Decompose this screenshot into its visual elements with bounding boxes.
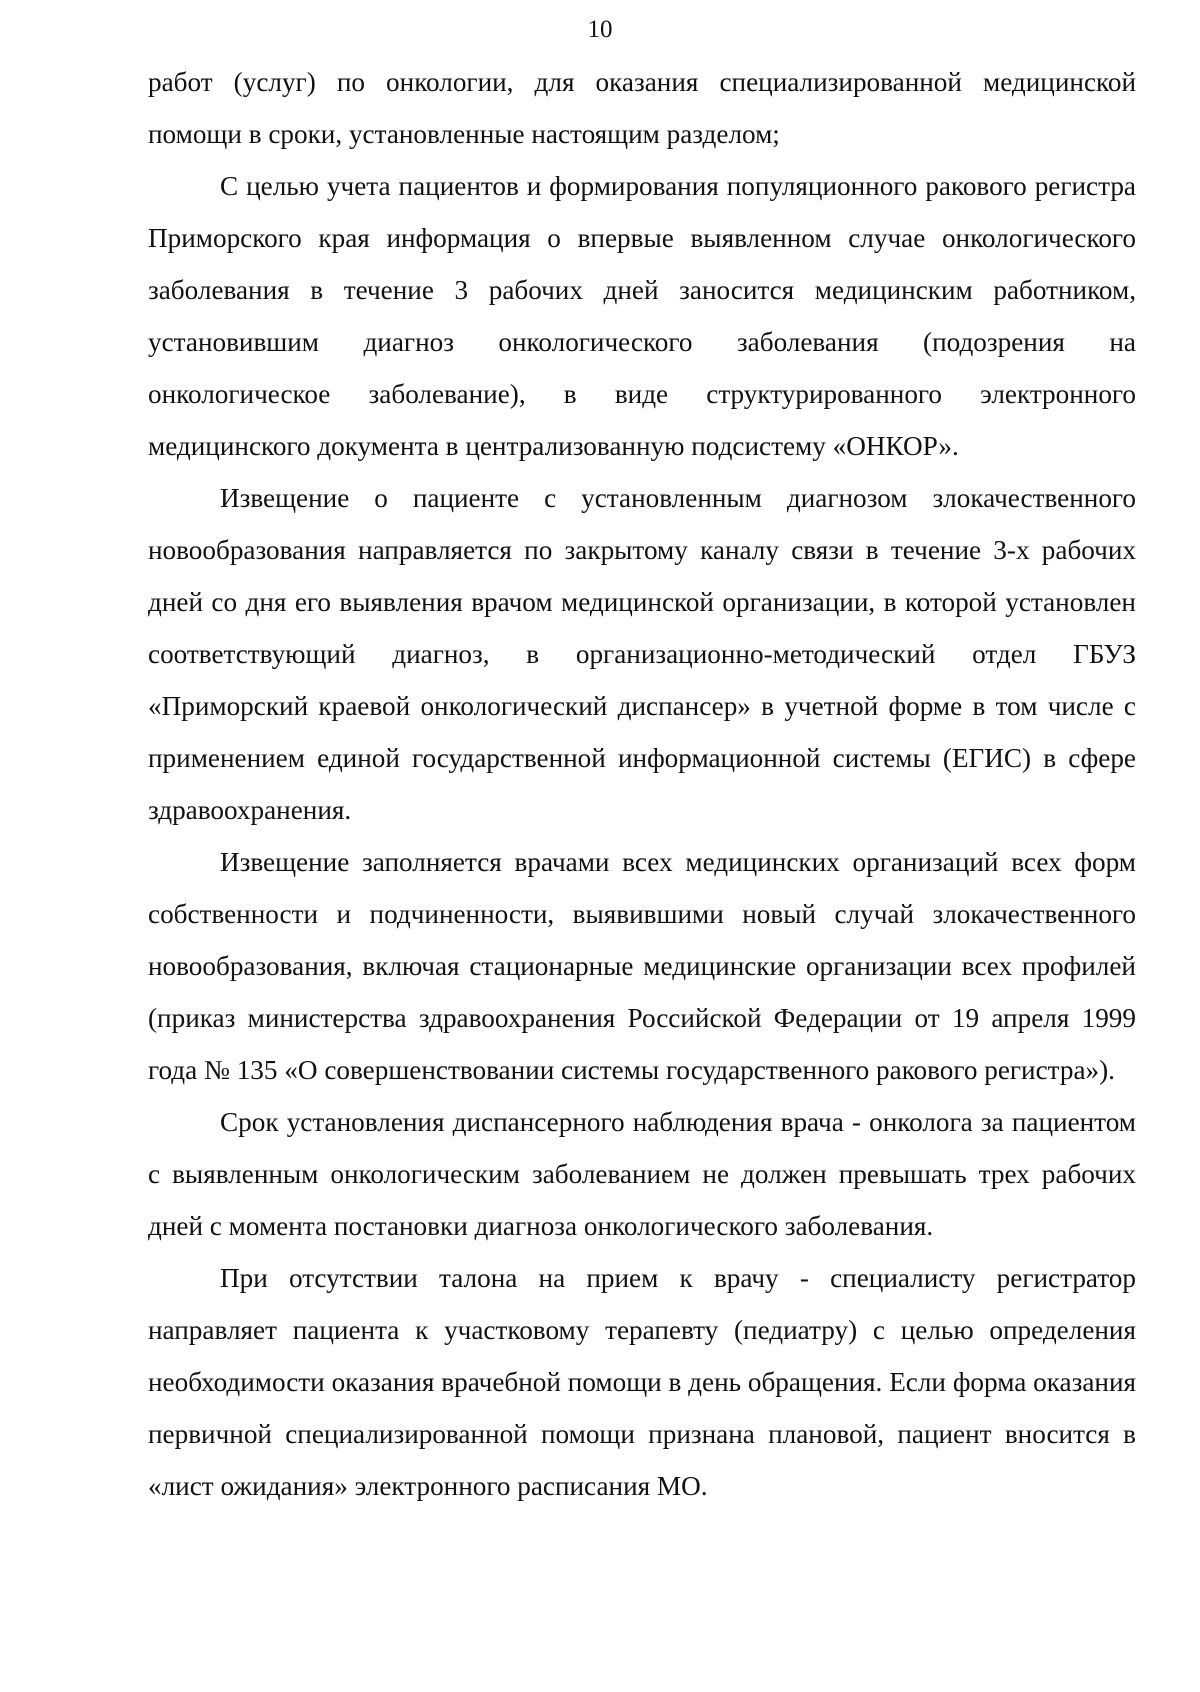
paragraph-oncor-registry: С целью учета пациентов и формирования популяционного ракового регистра Приморского края информация о впервые выявленном случае онкологического заболевания в течение 3 рабочих дней заносится медицинским работником, установившим диагноз онкологического заболевания (подозрения на онкологическое заболевание), в виде структурированного электронного медицинского документа в централизованную подсистему «ОНКОР». <box>148 171 1136 461</box>
paragraph-continuation: работ (услуг) по онкологии, для оказания специализированной медицинской помощи в сроки, установленные настоящим разделом; <box>148 67 1136 149</box>
paragraph-dispensary-term: Срок установления диспансерного наблюдения врача - онколога за пациентом с выявленным онкологическим заболеванием не должен превышать трех рабочих дней с момента постановки диагноза онкологического заболевания. <box>148 1107 1136 1241</box>
paragraph-notification-filling: Извещение заполняется врачами всех медицинских организаций всех форм собственности и подчиненности, выявившими новый случай злокачественного новообразования, включая стационарные медицинские организации всех профилей (приказ министерства здравоохранения Российской Федерации от 19 апреля 1999 года № 135 «О совершенствовании системы государственного ракового регистра»). <box>148 847 1136 1085</box>
page-number: 10 <box>587 16 613 43</box>
paragraph-notification-sending: Извещение о пациенте с установленным диагнозом злокачественного новообразования направляется по закрытому каналу связи в течение 3-х рабочих дней со дня его выявления врачом медицинской организации, в которой установлен соответствующий диагноз, в организационно-методический отдел ГБУЗ «Приморский краевой онкологический диспансер» в учетной форме в том числе с применением единой государственной информационной системы (ЕГИС) в сфере здравоохранения. <box>148 483 1136 825</box>
paragraph-no-ticket: При отсутствии талона на прием к врачу - специалисту регистратор направляет пациента к участковому терапевту (педиатру) с целью определения необходимости оказания врачебной помощи в день обращения. Если форма оказания первичной специализированной помощи признана плановой, пациент вносится в «лист ожидания» электронного расписания МО. <box>148 1263 1136 1501</box>
document-body <box>148 56 1136 1512</box>
